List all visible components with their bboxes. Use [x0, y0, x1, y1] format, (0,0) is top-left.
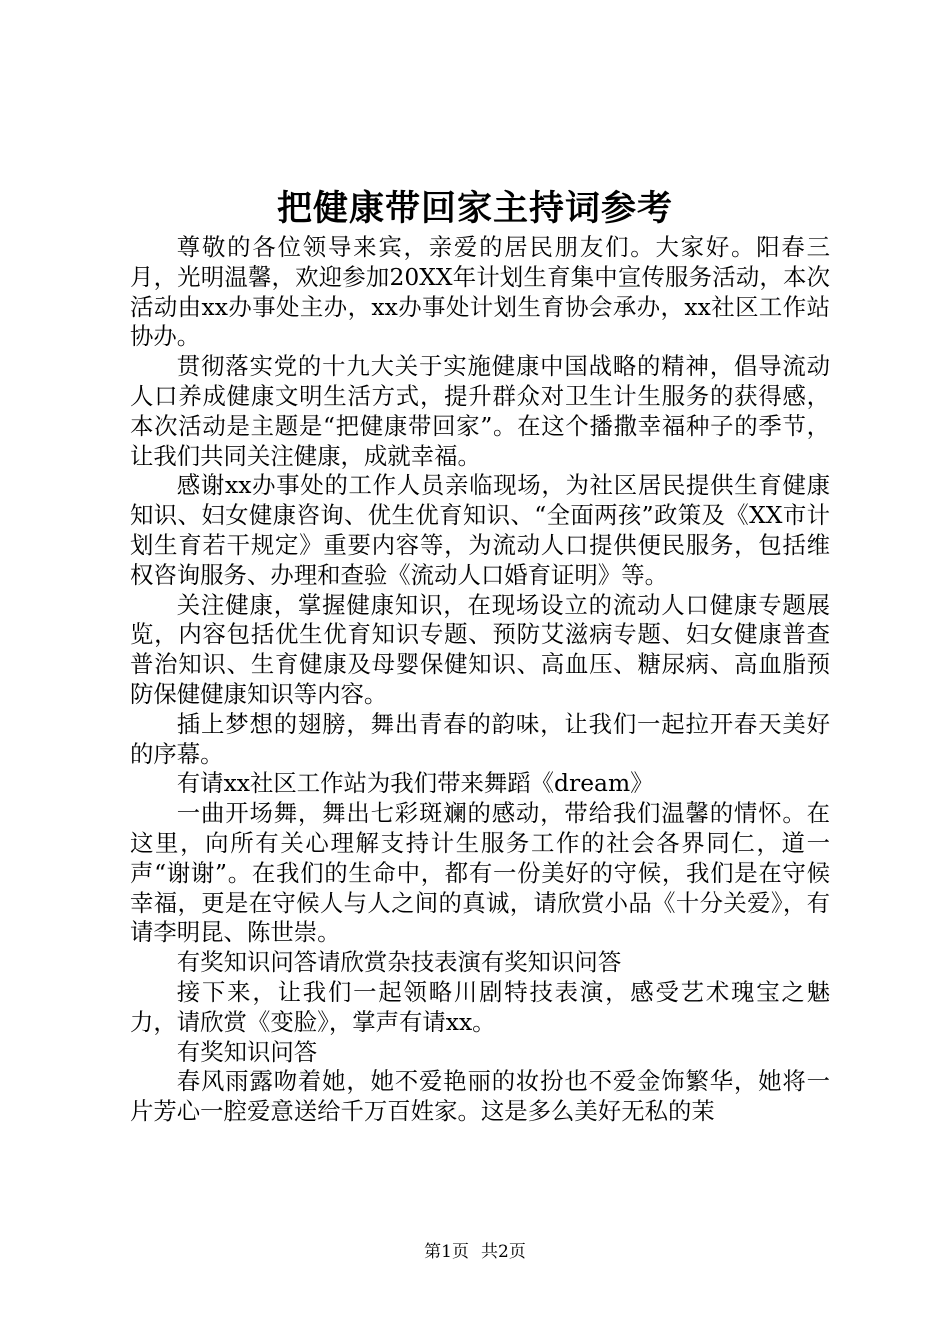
paragraph-theme: 贯彻落实党的十九大关于实施健康中国战略的精神，倡导流动人口养成健康文明生活方式，提升群众对卫生计生服务的获得感，本次活动是主题是“把健康带回家”。在这个播撒幸福种子的季节，让我们共同关注健康，成就幸福。 [130, 352, 830, 470]
paragraph-spring-breeze: 春风雨露吻着她，她不爱艳丽的妆扮也不爱金饰繁华，她将一片芳心一腔爱意送给千万百姓家。这是多么美好无私的茉 [130, 1067, 830, 1126]
page-number: 第1页 [424, 1242, 469, 1262]
document-title: 把健康带回家主持词参考 [276, 188, 673, 229]
paragraph-quiz-acrobatics: 有奖知识问答请欣赏杂技表演有奖知识问答 [176, 948, 622, 977]
paragraph-dance-invite: 有请xx社区工作站为我们带来舞蹈《dream》 [176, 769, 654, 798]
page-total: 共2页 [481, 1242, 526, 1262]
paragraph-quiz: 有奖知识问答 [176, 1037, 318, 1066]
paragraph-thanks: 感谢xx办事处的工作人员亲临现场，为社区居民提供生育健康知识、妇女健康咨询、优生优育知识、“全面两孩”政策及《XX市计划生育若干规定》重要内容等，为流动人口提供便民服务，包括维权咨询服务、办理和查验《流动人口婚育证明》等。 [130, 471, 830, 589]
paragraph-opening-dance: 一曲开场舞，舞出七彩斑斓的感动，带给我们温馨的情怀。在这里，向所有关心理解支持计生服务工作的社会各界同仁，道一声“谢谢”。在我们的生命中，都有一份美好的守候，我们是在守候幸福，更是在守候人与人之间的真诚，请欣赏小品《十分关爱》，有请李明昆、陈世崇。 [130, 799, 830, 947]
paragraph-greeting: 尊敬的各位领导来宾，亲爱的居民朋友们。大家好。阳春三月，光明温馨，欢迎参加20XX年计划生育集中宣传服务活动，本次活动由xx办事处主办，xx办事处计划生育协会承办，xx社区工作站协办。 [130, 233, 830, 351]
paragraph-health-exhibition: 关注健康，掌握健康知识，在现场设立的流动人口健康专题展览，内容包括优生优育知识专题、预防艾滋病专题、妇女健康普查普治知识、生育健康及母婴保健知识、高血压、糖尿病、高血脂预防保健健康知识等内容。 [130, 590, 830, 708]
page-footer [0, 1240, 950, 1264]
document-body [130, 233, 830, 1127]
paragraph-dream-wings: 插上梦想的翅膀，舞出青春的韵味，让我们一起拉开春天美好的序幕。 [130, 709, 830, 768]
paragraph-face-changing: 接下来，让我们一起领略川剧特技表演，感受艺术瑰宝之魅力，请欣赏《变脸》，掌声有请xx。 [130, 977, 830, 1036]
